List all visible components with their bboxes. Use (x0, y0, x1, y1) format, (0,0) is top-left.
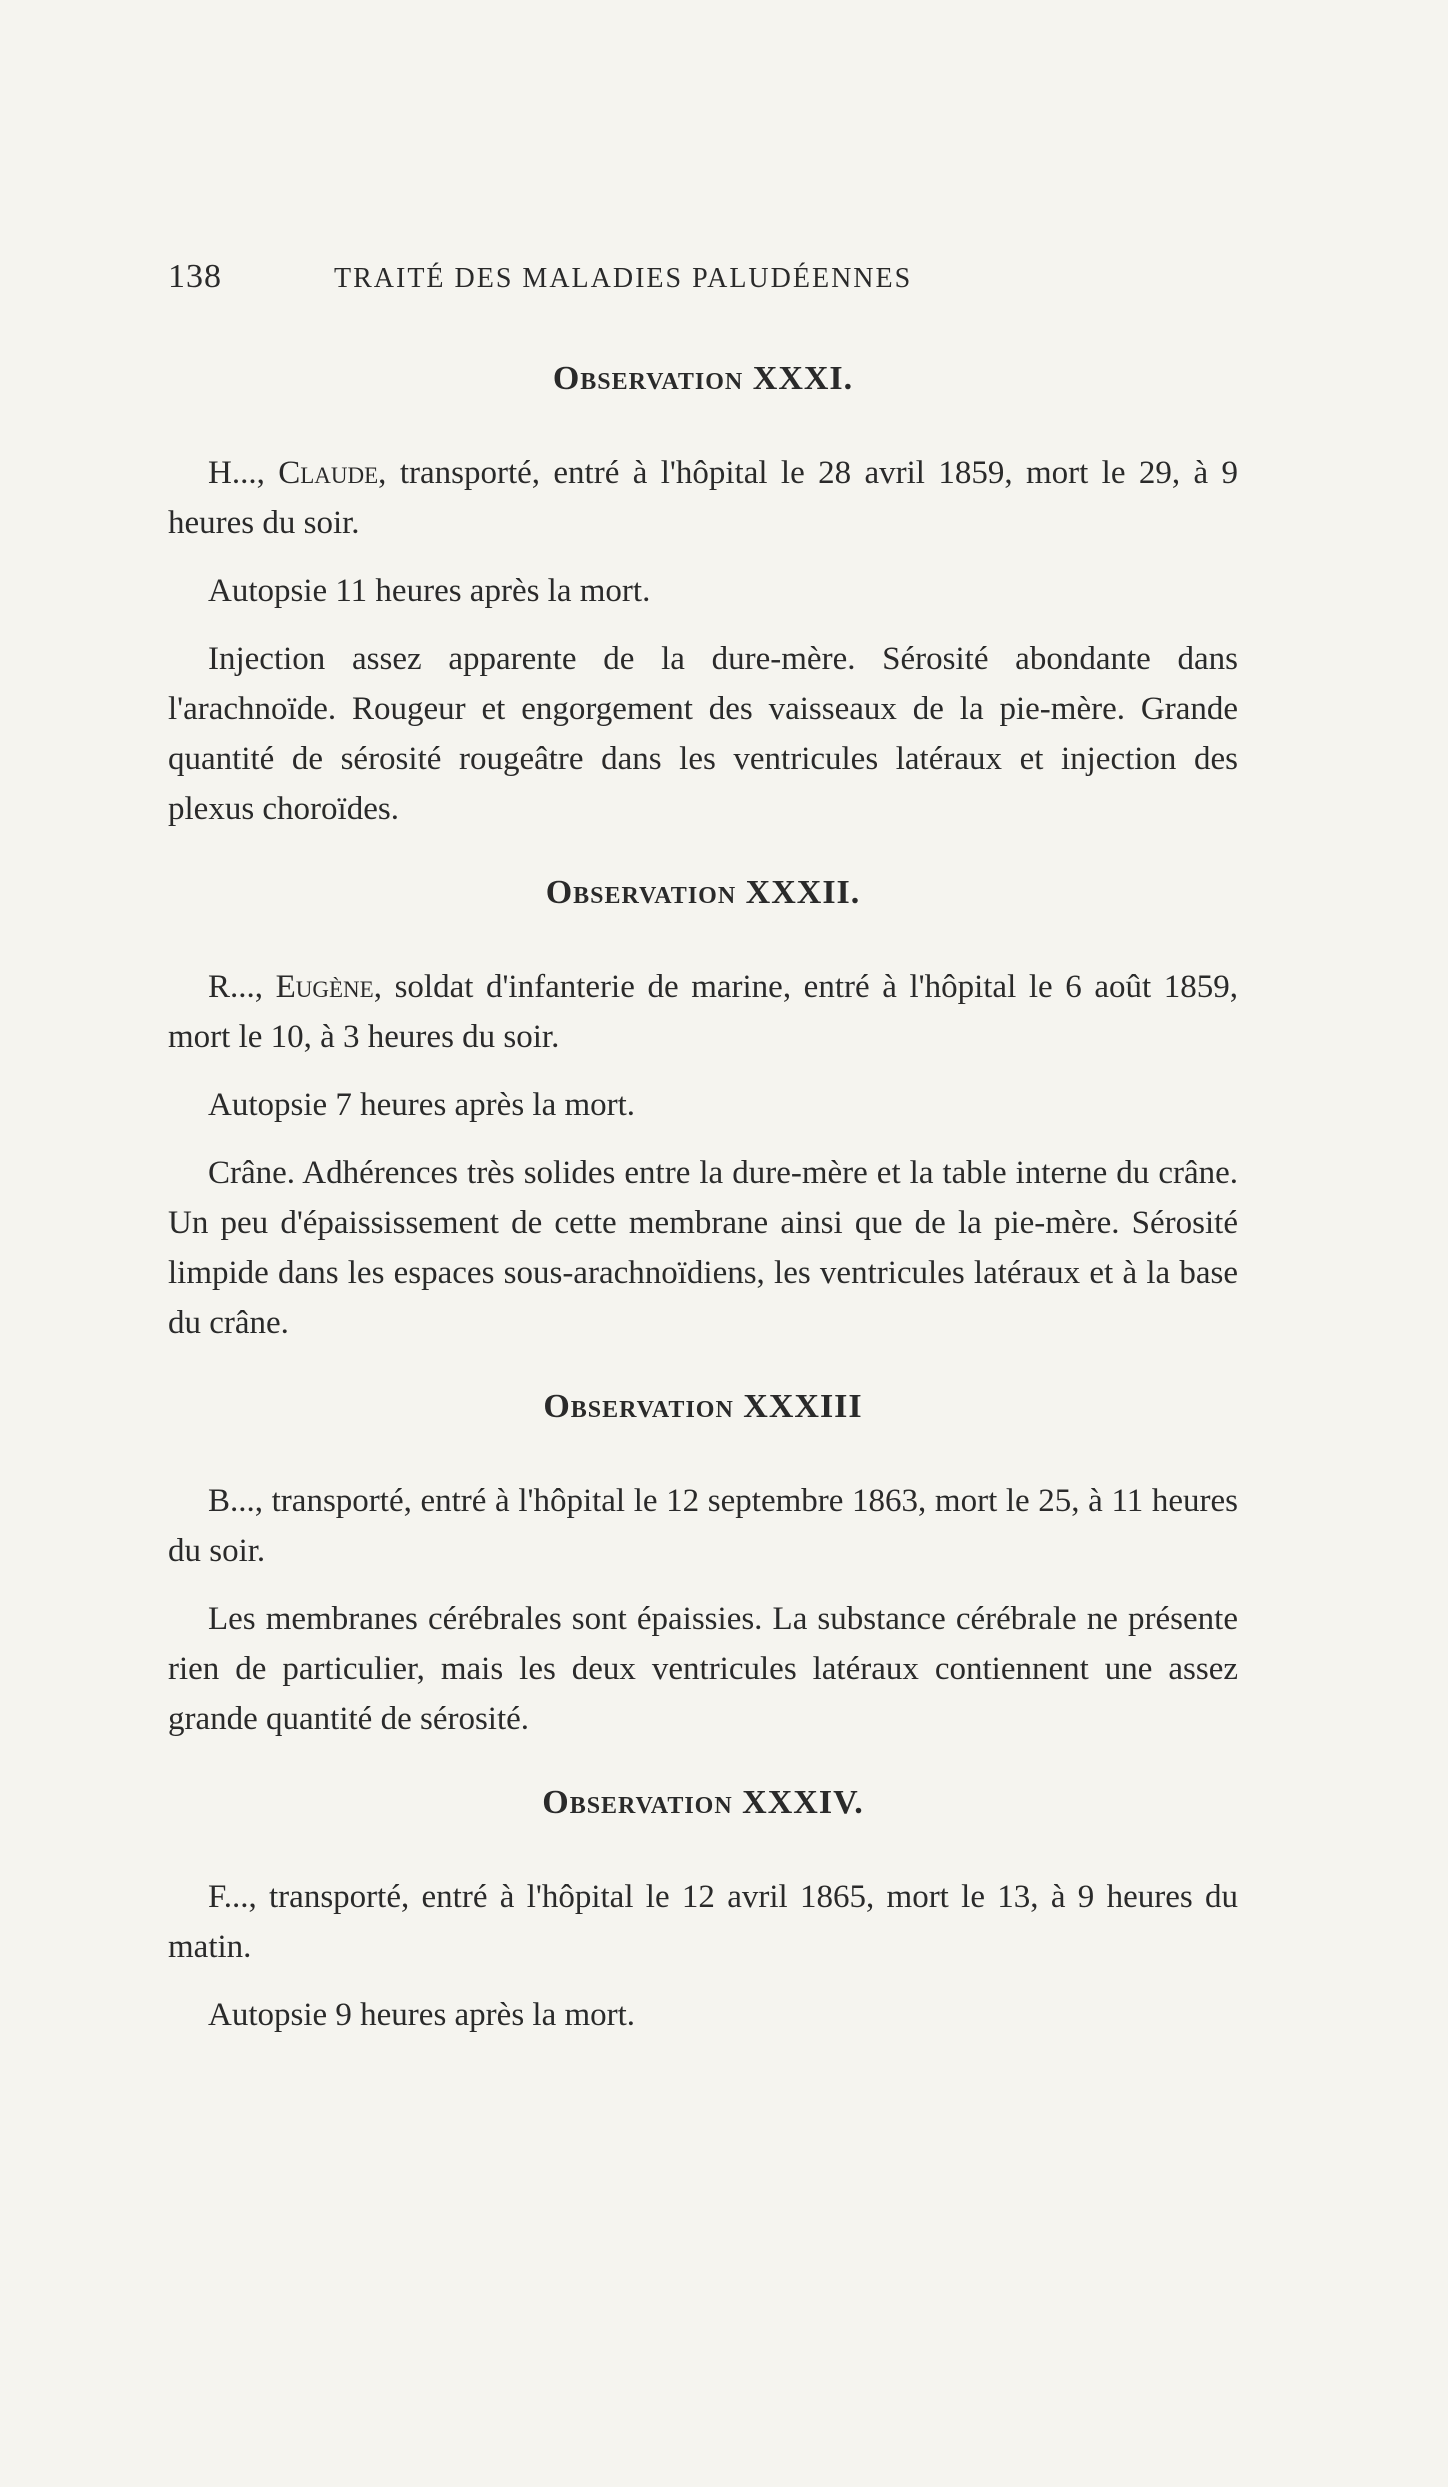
patient-name: Eugène, (275, 969, 382, 1005)
paragraph: Autopsie 11 heures après la mort. (208, 573, 651, 609)
paragraph: B..., transporté, entré à l'hôpital le 12 septembre 1863, mort le 25, à 11 heures du soir. (168, 1483, 1238, 1569)
paragraph: F..., transporté, entré à l'hôpital le 12 avril 1865, mort le 13, à 9 heures du matin. (168, 1879, 1238, 1965)
observation-title: Observation XXXIV. (542, 1784, 864, 1821)
page (168, 258, 1238, 2058)
paragraph: Autopsie 7 heures après la mort. (208, 1087, 636, 1123)
observation-title: Observation XXXII. (545, 874, 861, 911)
paragraph: Injection assez apparente de la dure-mère. Sérosité abondante dans l'arachnoïde. Rougeur et engorgement des vaisseaux de la pie-mère. Grande quantité de sérosité rougeâtre dans les ventricules latéraux et injection des plexus choroïdes. (168, 641, 1238, 827)
observation-title: Observation XXXI. (552, 360, 854, 397)
paragraph: Crâne. Adhérences très solides entre la dure-mère et la table interne du crâne. Un peu d'épaississement de cette membrane ainsi que de la pie-mère. Sérosité limpide dans les espaces sous-arachnoïdiens, les ventricules latéraux et à la base du crâne. (168, 1155, 1238, 1341)
patient-name: Claude, (278, 455, 387, 491)
running-title: TRAITÉ DES MALADIES PALUDÉENNES (334, 263, 913, 294)
paragraph: R..., Eugène, soldat d'infanterie de marine, entré à l'hôpital le 6 août 1859, mort le 10, à 3 heures du soir. (168, 969, 1239, 1055)
paragraph: Autopsie 9 heures après la mort. (208, 1997, 636, 2033)
paragraph: H..., Claude, transporté, entré à l'hôpital le 28 avril 1859, mort le 29, à 9 heures du soir. (168, 455, 1239, 541)
observation-title: Observation XXXIII (543, 1388, 863, 1425)
running-head (168, 258, 1238, 296)
page-number: 138 (168, 258, 222, 295)
paragraph: Les membranes cérébrales sont épaissies. La substance cérébrale ne présente rien de particulier, mais les deux ventricules latéraux contiennent une assez grande quantité de sérosité. (168, 1601, 1238, 1737)
